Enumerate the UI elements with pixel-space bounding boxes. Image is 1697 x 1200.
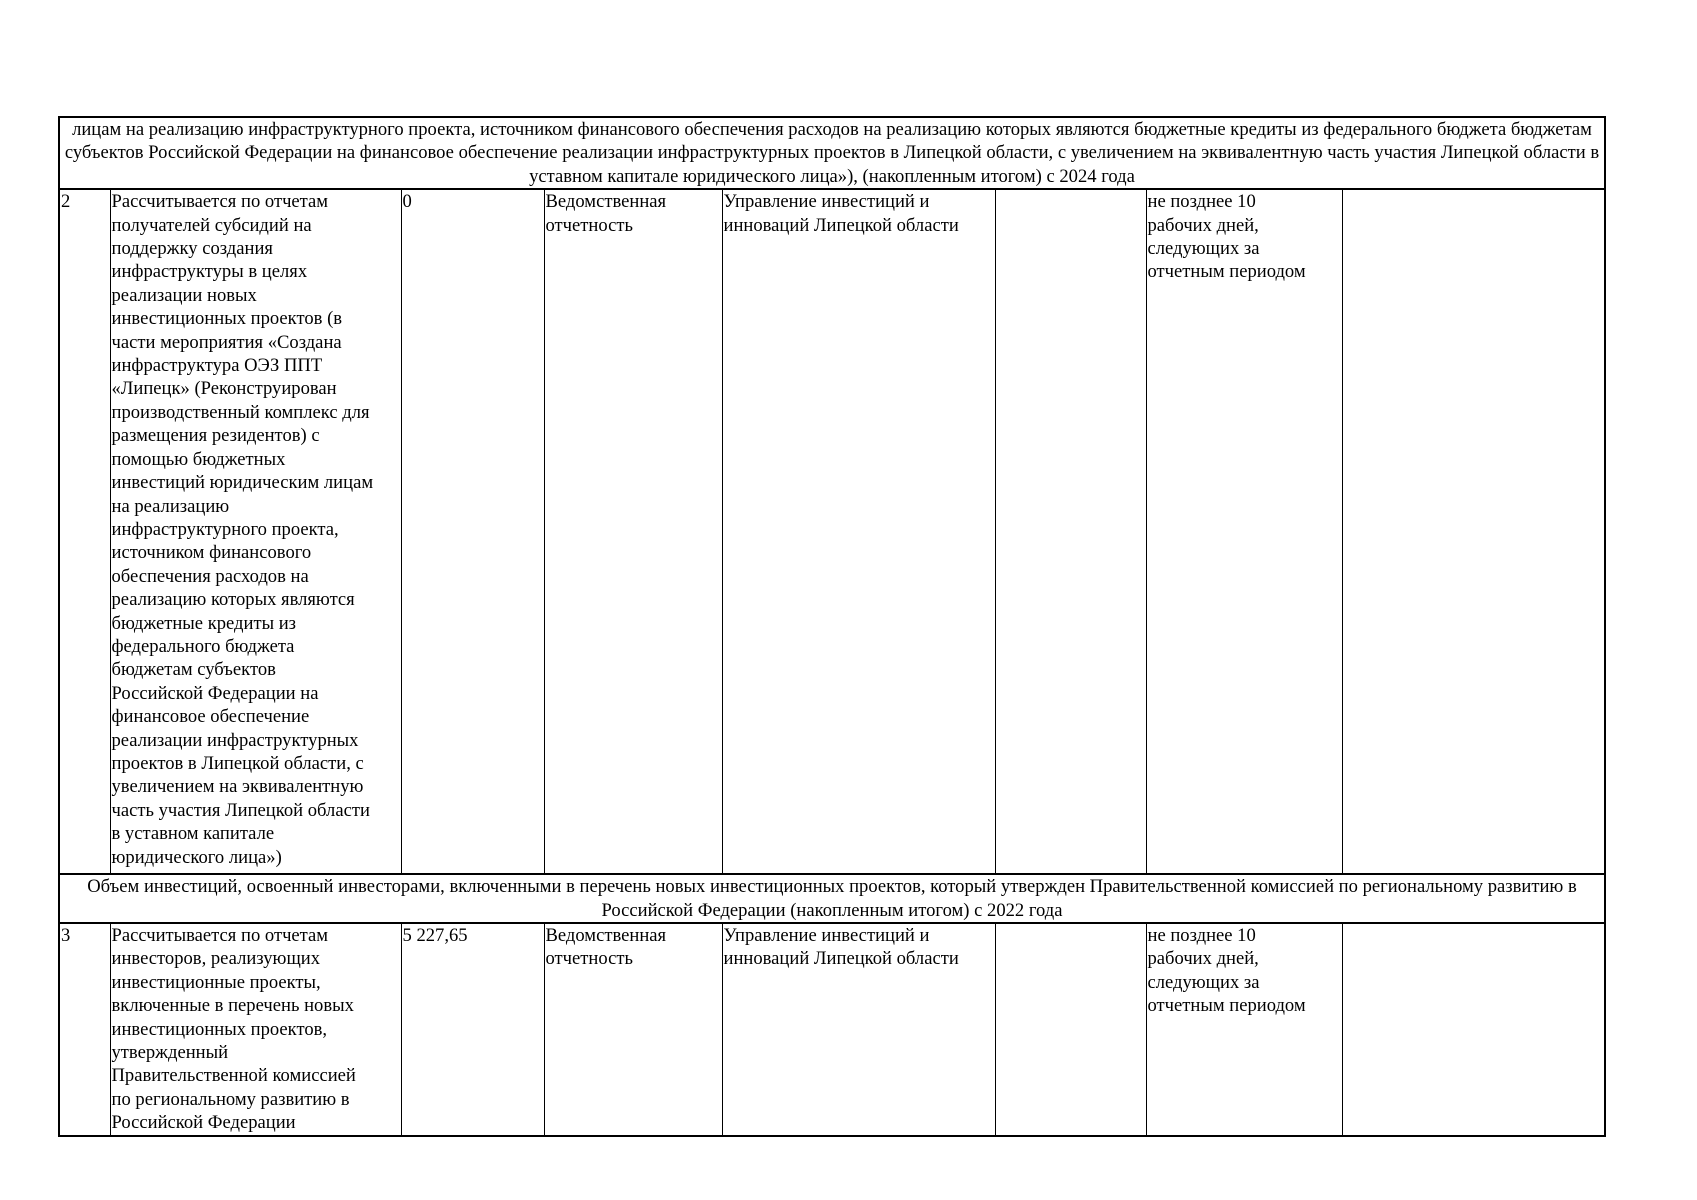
data-source: Ведомственная отчетность xyxy=(544,189,722,874)
empty-cell xyxy=(995,923,1146,1136)
empty-cell xyxy=(1342,189,1605,874)
data-source: Ведомственная отчетность xyxy=(544,923,722,1136)
reporting-deadline: не позднее 10 рабочих дней, следующих за отчетным периодом xyxy=(1146,189,1342,874)
empty-cell xyxy=(995,189,1146,874)
band-text-middle: Объем инвестиций, освоенный инвесторами, включенными в перечень новых инвестиционных проектов, который утвержден Правительственной комиссией по региональному развитию в Российской Федерации (накопленным итогом) с 2022 года xyxy=(59,874,1605,923)
indicator-table xyxy=(58,116,1606,1137)
table-row xyxy=(59,923,1605,1136)
band-text-top: лицам на реализацию инфраструктурного проекта, источником финансового обеспечения расходов на реализацию которых являются бюджетные кредиты из федерального бюджета бюджетам субъектов Российской Федерации на финансовое обеспечение реализации инфраструктурных проектов в Липецкой области, с увеличением на эквивалентную часть участия Липецкой области в уставном капитале юридического лица»), (накопленным итогом) с 2024 года xyxy=(59,117,1605,189)
calculation-method: Рассчитывается по отчетам получателей субсидий на поддержку создания инфраструктуры в целях реализации новых инвестиционных проектов (в части мероприятия «Создана инфраструктура ОЭЗ ППТ «Липецк» (Реконструирован производственный комплекс для размещения резидентов) с помощью бюджетных инвестиций юридическим лицам на реализацию инфраструктурного проекта, источником финансового обеспечения расходов на реализацию которых являются бюджетные кредиты из федерального бюджета бюджетам субъектов Российской Федерации на финансовое обеспечение реализации инфраструктурных проектов в Липецкой области, с увеличением на эквивалентную часть участия Липецкой области в уставном капитале юридического лица») xyxy=(110,189,401,874)
row-number: 3 xyxy=(59,923,110,1136)
calculation-method: Рассчитывается по отчетам инвесторов, реализующих инвестиционные проекты, включенные в перечень новых инвестиционных проектов, утвержденный Правительственной комиссией по региональному развитию в Российской Федерации xyxy=(110,923,401,1136)
base-value: 5 227,65 xyxy=(401,923,544,1136)
reporting-deadline: не позднее 10 рабочих дней, следующих за отчетным периодом xyxy=(1146,923,1342,1136)
base-value: 0 xyxy=(401,189,544,874)
responsible-body: Управление инвестиций и инноваций Липецкой области xyxy=(722,189,995,874)
responsible-body: Управление инвестиций и инноваций Липецкой области xyxy=(722,923,995,1136)
row-number: 2 xyxy=(59,189,110,874)
empty-cell xyxy=(1342,923,1605,1136)
table-row xyxy=(59,189,1605,874)
table-band-row xyxy=(59,874,1605,923)
table-band-row xyxy=(59,117,1605,189)
